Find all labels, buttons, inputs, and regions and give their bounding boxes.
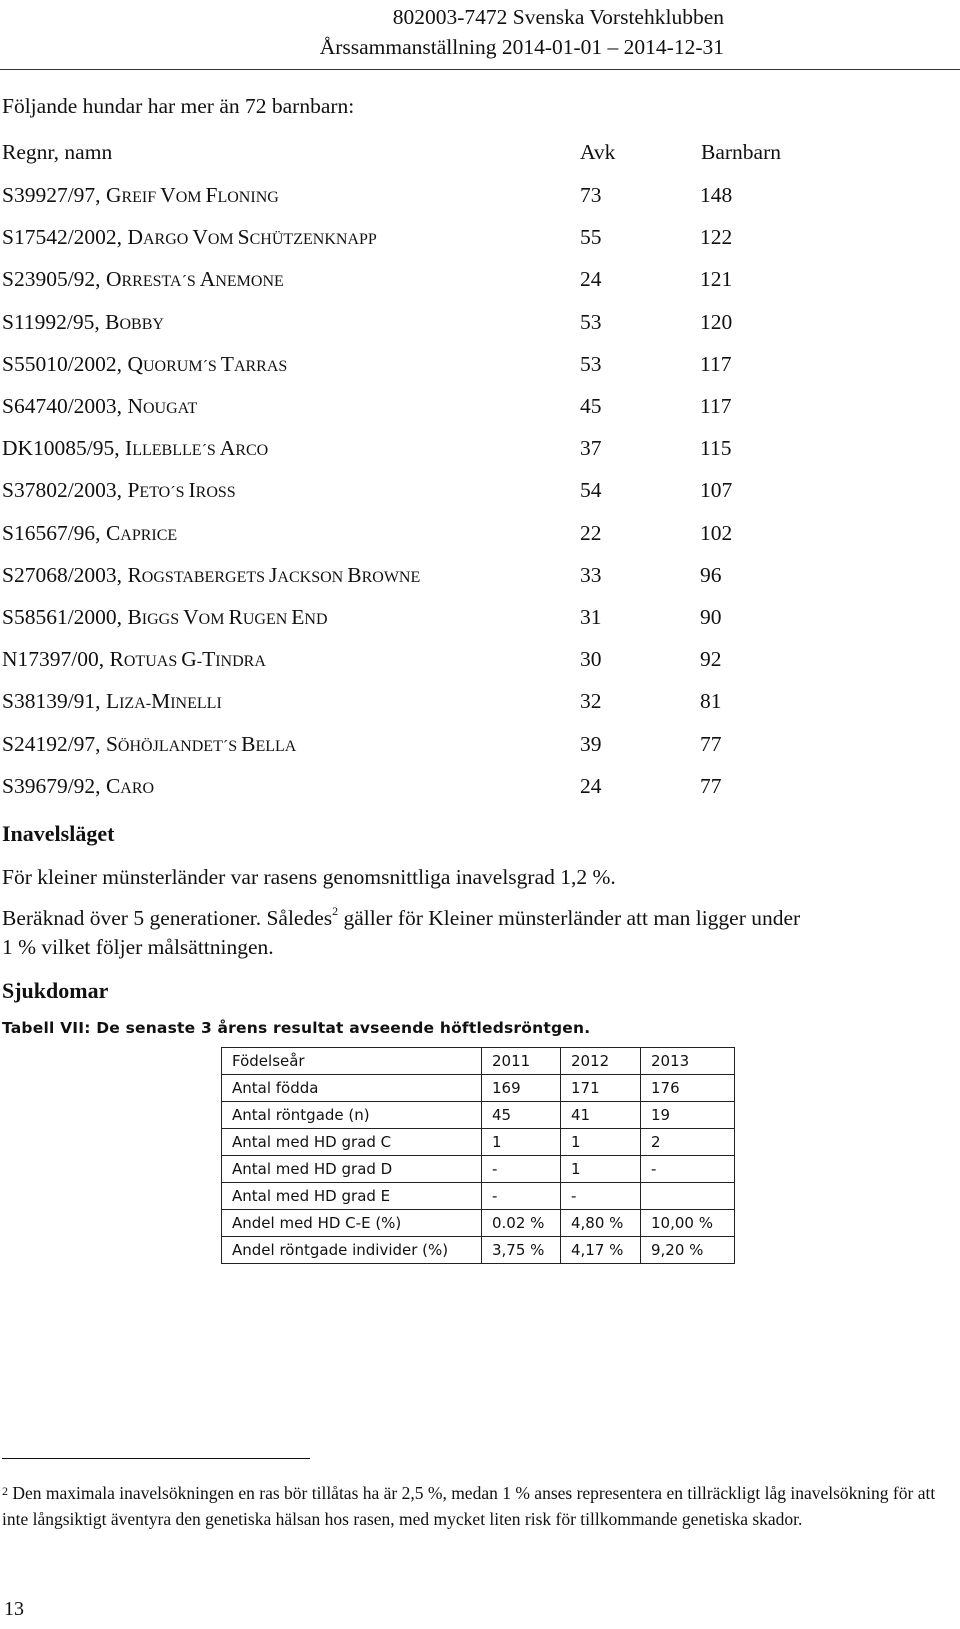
table-cell: 176 xyxy=(641,1075,735,1102)
dog-regnr-name: S24192/97, SÖHÖJLANDET´S BELLA xyxy=(2,731,297,756)
table-cell: 1 xyxy=(561,1129,641,1156)
avk-value: 24 xyxy=(580,267,602,292)
table-row xyxy=(222,1075,735,1102)
row-label: Antal röntgade (n) xyxy=(222,1102,482,1129)
dog-name: PETO´S IROSS xyxy=(127,478,236,503)
table-row xyxy=(2,605,952,635)
table-row xyxy=(222,1237,735,1264)
dog-regnr-name: S38139/91, LIZA-MINELLI xyxy=(2,689,222,714)
table-row xyxy=(2,436,952,466)
table-cell: - xyxy=(482,1156,561,1183)
table-row xyxy=(2,732,952,762)
table-cell: 19 xyxy=(641,1102,735,1129)
barnbarn-value: 148 xyxy=(700,183,733,207)
barnbarn-value: 92 xyxy=(700,647,722,672)
dog-name: BIGGS VOM RUGEN END xyxy=(127,605,328,629)
table-row xyxy=(2,394,952,424)
table-cell: 45 xyxy=(482,1102,561,1129)
header-org: 802003-7472 Svenska Vorstehklubben xyxy=(392,5,724,29)
page-number: 13 xyxy=(4,1598,24,1620)
table-cell: 41 xyxy=(561,1102,641,1129)
table-row xyxy=(2,647,952,677)
table-row xyxy=(2,478,952,508)
dog-name: QUORUM´S TARRAS xyxy=(127,351,288,376)
row-label: Andel röntgade individer (%) xyxy=(222,1237,482,1264)
footnote-number: 2 xyxy=(2,1484,8,1498)
avk-value: 54 xyxy=(580,478,602,503)
dog-regnr-name: S39927/97, GREIF VOM FLONING xyxy=(2,183,279,207)
dog-name: LIZA-MINELLI xyxy=(105,689,222,714)
table-cell: 1 xyxy=(561,1156,641,1183)
dog-regnr-name: S37802/2003, PETO´S IROSS xyxy=(2,478,236,503)
dog-name: ORRESTA´S ANEMONE xyxy=(105,267,284,292)
dog-regnr-name: S55010/2002, QUORUM´S TARRAS xyxy=(2,351,288,376)
row-label: Andel med HD C-E (%) xyxy=(222,1210,482,1237)
dog-name: NOUGAT xyxy=(127,394,198,418)
avk-value: 33 xyxy=(580,562,602,587)
table-cell: 171 xyxy=(561,1075,641,1102)
row-label: Antal med HD grad D xyxy=(222,1156,482,1183)
table-row xyxy=(222,1129,735,1156)
row-label: Födelseår xyxy=(222,1048,482,1075)
page-header xyxy=(320,2,724,62)
avk-value: 30 xyxy=(580,647,602,672)
avk-value: 22 xyxy=(580,520,602,545)
barnbarn-value: 102 xyxy=(700,520,733,545)
barnbarn-value: 77 xyxy=(700,731,722,756)
table-row xyxy=(222,1156,735,1183)
barnbarn-value: 77 xyxy=(700,773,722,798)
avk-value: 32 xyxy=(580,689,602,714)
avk-value: 45 xyxy=(580,394,602,418)
dog-regnr-name: S64740/2003, NOUGAT xyxy=(2,394,198,418)
header-rule xyxy=(0,69,960,70)
inbreeding-line-3: 1 % vilket följer målsättningen. xyxy=(2,935,274,959)
dog-name: ROTUAS G-TINDRA xyxy=(109,647,266,672)
table-cell: 169 xyxy=(482,1075,561,1102)
table-row xyxy=(2,563,952,593)
table-cell: 10,00 % xyxy=(641,1210,735,1237)
avk-value: 31 xyxy=(580,605,602,629)
table-cell: 9,20 % xyxy=(641,1237,735,1264)
table-cell: 4,80 % xyxy=(561,1210,641,1237)
inbreeding-line-2: Beräknad över 5 generationer. Således$^2$ gäller för Kleiner münsterländer att man ligger under xyxy=(2,904,801,930)
table-caption: Tabell VII: De senaste 3 årens resultat avseende höftledsröntgen. xyxy=(2,1019,591,1037)
section-heading-sjukdomar: Sjukdomar xyxy=(2,978,109,1003)
hd-table xyxy=(221,1047,735,1264)
header-period: Årssammanställning 2014-01-01 – 2014-12-31 xyxy=(319,35,724,59)
footnote-ref[interactable]: 2 xyxy=(332,904,339,918)
table-row xyxy=(2,689,952,719)
dog-name: CARO xyxy=(105,773,155,798)
table-row xyxy=(2,183,952,213)
row-label: Antal med HD grad E xyxy=(222,1183,482,1210)
table-cell: 2013 xyxy=(641,1048,735,1075)
table-cell: - xyxy=(561,1183,641,1210)
avk-value: 73 xyxy=(580,183,602,207)
table-row xyxy=(222,1048,735,1075)
column-header-barnbarn: Barnbarn xyxy=(701,140,781,164)
table-row xyxy=(222,1102,735,1129)
intro-text: Följande hundar har mer än 72 barnbarn: xyxy=(2,94,355,118)
table-cell: 0.02 % xyxy=(482,1210,561,1237)
table-cell: - xyxy=(482,1183,561,1210)
table-row xyxy=(2,774,952,804)
column-header-regnr: Regnr, namn xyxy=(2,140,113,164)
barnbarn-value: 107 xyxy=(700,478,733,503)
avk-value: 24 xyxy=(580,773,602,798)
dog-regnr-name: S58561/2000, BIGGS VOM RUGEN END xyxy=(2,605,328,629)
table-cell: 3,75 % xyxy=(482,1237,561,1264)
dog-regnr-name: S39679/92, CARO xyxy=(2,773,155,798)
dog-regnr-name: S17542/2002, DARGO VOM SCHÜTZENKNAPP xyxy=(2,225,377,250)
barnbarn-value: 115 xyxy=(700,436,732,461)
table-row xyxy=(2,310,952,340)
table-cell: 4,17 % xyxy=(561,1237,641,1264)
table-row xyxy=(222,1210,735,1237)
footnote-rule xyxy=(2,1458,310,1459)
table-row xyxy=(2,267,952,297)
dog-regnr-name: N17397/00, ROTUAS G-TINDRA xyxy=(2,647,266,672)
row-label: Antal med HD grad C xyxy=(222,1129,482,1156)
barnbarn-value: 90 xyxy=(700,605,722,629)
table-cell: 2012 xyxy=(561,1048,641,1075)
dog-regnr-name: S23905/92, ORRESTA´S ANEMONE xyxy=(2,267,284,292)
avk-value: 55 xyxy=(580,225,602,250)
dog-regnr-name: S11992/95, BOBBY xyxy=(2,309,164,334)
table-cell: 2011 xyxy=(482,1048,561,1075)
section-heading-inavel: Inavelsläget xyxy=(2,821,115,846)
dog-regnr-name: DK10085/95, ILLEBLLE´S ARCO xyxy=(2,436,269,461)
barnbarn-value: 117 xyxy=(700,351,732,376)
barnbarn-value: 120 xyxy=(700,309,733,334)
footnote xyxy=(2,1480,960,1532)
row-label: Antal födda xyxy=(222,1075,482,1102)
table-row xyxy=(2,225,952,255)
barnbarn-value: 121 xyxy=(700,267,733,292)
dog-name: GREIF VOM FLONING xyxy=(105,183,279,207)
dog-regnr-name: S27068/2003, ROGSTABERGETS JACKSON BROWNE xyxy=(2,562,421,587)
table-row xyxy=(2,352,952,382)
barnbarn-value: 81 xyxy=(700,689,722,714)
avk-value: 53 xyxy=(580,351,602,376)
table-cell: 2 xyxy=(641,1129,735,1156)
barnbarn-value: 122 xyxy=(700,225,733,250)
avk-value: 53 xyxy=(580,309,602,334)
dog-name: DARGO VOM SCHÜTZENKNAPP xyxy=(127,225,377,250)
table-cell: - xyxy=(641,1156,735,1183)
dog-name: BOBBY xyxy=(105,309,164,334)
footnote-text: Den maximala inavelsökningen en ras bör tillåtas ha är 2,5 %, medan 1 % anses representera en tillräckligt låg inavelsökning för att inte långsiktigt äventyra den genetiska hälsan hos rasen, med mycket liten risk för tillkommande genetiska skador. xyxy=(2,1483,936,1529)
barnbarn-value: 96 xyxy=(700,562,722,587)
dog-name: SÖHÖJLANDET´S BELLA xyxy=(105,731,297,756)
dog-name: ROGSTABERGETS JACKSON BROWNE xyxy=(127,562,421,587)
dog-regnr-name: S16567/96, CAPRICE xyxy=(2,520,178,545)
avk-value: 39 xyxy=(580,731,602,756)
dog-name: CAPRICE xyxy=(105,520,178,545)
registry-header-row xyxy=(2,140,952,170)
table-cell xyxy=(641,1183,735,1210)
inbreeding-line-1: För kleiner münsterländer var rasens genomsnittliga inavelsgrad 1,2 %. xyxy=(2,865,616,889)
table-row xyxy=(222,1183,735,1210)
column-header-avk: Avk xyxy=(580,140,616,164)
dog-name: ILLEBLLE´S ARCO xyxy=(125,436,269,461)
avk-value: 37 xyxy=(580,436,602,461)
table-cell: 1 xyxy=(482,1129,561,1156)
barnbarn-value: 117 xyxy=(700,394,732,418)
table-row xyxy=(2,521,952,551)
